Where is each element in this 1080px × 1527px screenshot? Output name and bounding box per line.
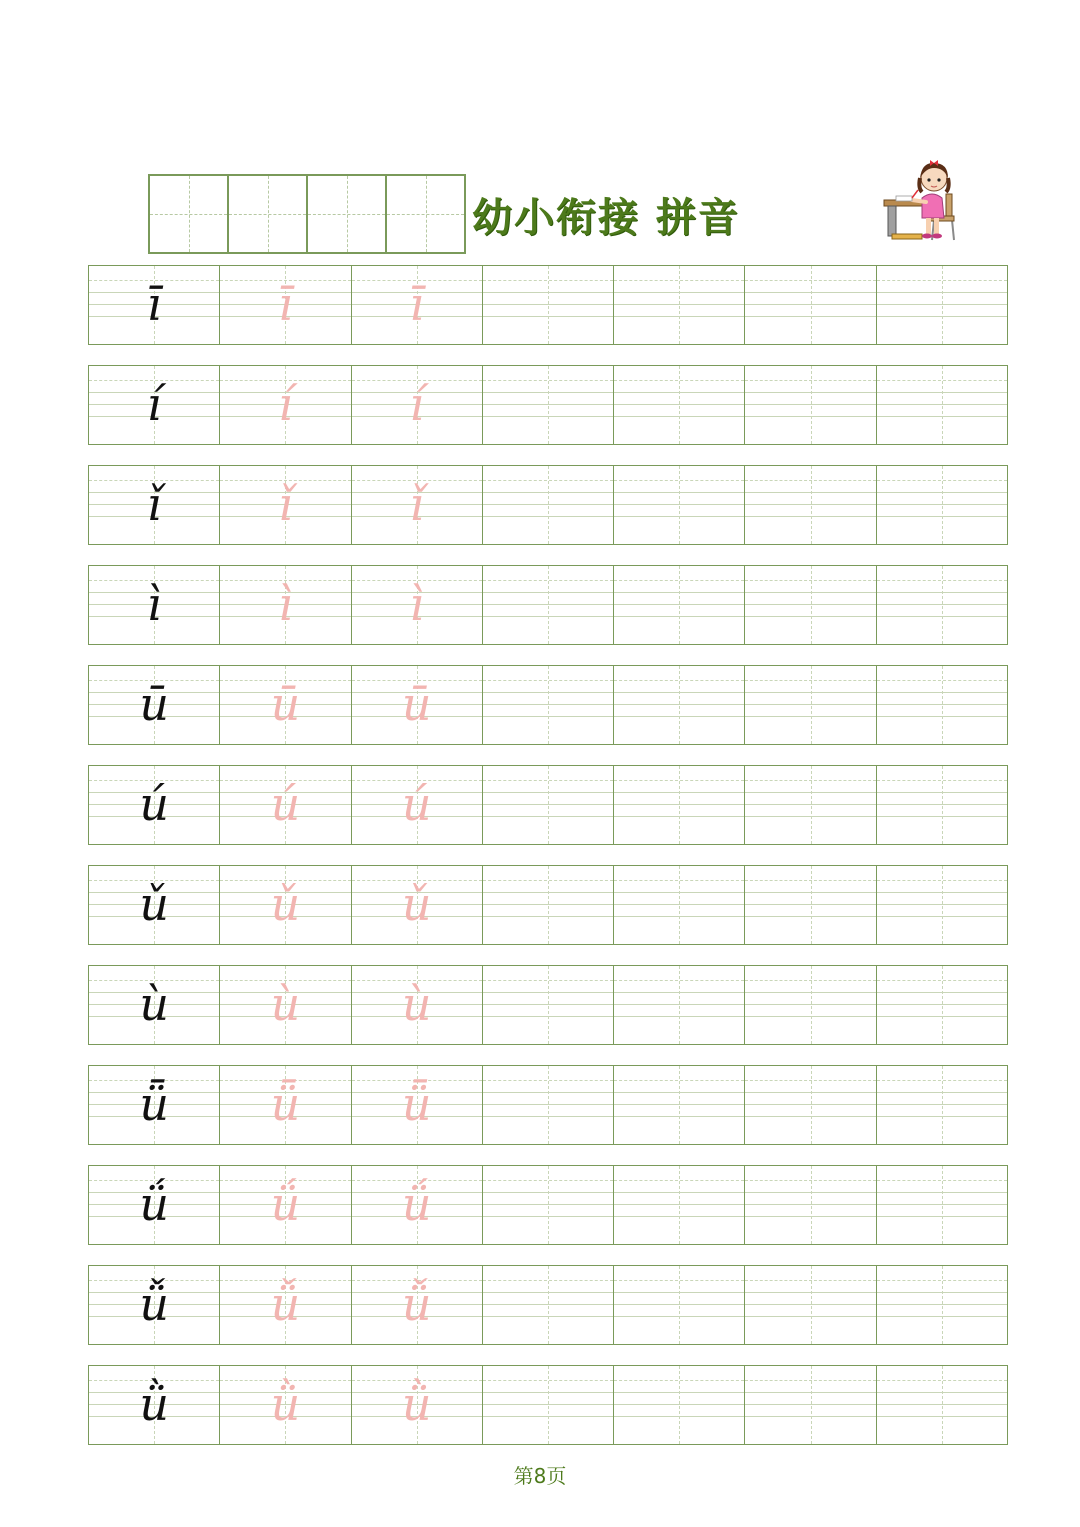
model-cell xyxy=(89,966,220,1044)
model-letter: ū xyxy=(139,677,169,731)
trace-cell[interactable] xyxy=(220,566,351,644)
trace-cell[interactable] xyxy=(352,966,483,1044)
practice-row xyxy=(88,765,1008,845)
practice-row xyxy=(88,965,1008,1045)
blank-write-cell[interactable] xyxy=(877,466,1007,544)
blank-write-cell[interactable] xyxy=(483,866,614,944)
model-letter: ǘ xyxy=(139,1177,169,1231)
model-letter: ī xyxy=(146,277,162,331)
page-number: 第8页 xyxy=(513,1464,567,1488)
practice-row xyxy=(88,1065,1008,1145)
blank-write-cell[interactable] xyxy=(745,666,876,744)
blank-write-cell[interactable] xyxy=(745,866,876,944)
model-cell xyxy=(89,866,220,944)
trace-letter: ǐ xyxy=(278,477,293,531)
blank-write-cell[interactable] xyxy=(483,1266,614,1344)
student-at-desk-illustration xyxy=(882,154,970,242)
blank-write-cell[interactable] xyxy=(745,1366,876,1444)
blank-write-cell[interactable] xyxy=(614,566,745,644)
blank-write-cell[interactable] xyxy=(877,566,1007,644)
trace-cell[interactable] xyxy=(352,566,483,644)
blank-write-cell[interactable] xyxy=(745,466,876,544)
model-cell xyxy=(89,1066,220,1144)
trace-letter: ú xyxy=(401,777,432,831)
practice-row xyxy=(88,865,1008,945)
name-cell[interactable] xyxy=(150,176,229,252)
trace-cell[interactable] xyxy=(220,666,351,744)
model-letter: ǐ xyxy=(146,477,162,531)
model-cell xyxy=(89,366,220,444)
blank-write-cell[interactable] xyxy=(745,1266,876,1344)
model-letter: ù xyxy=(139,977,169,1031)
trace-cell[interactable] xyxy=(352,866,483,944)
blank-write-cell[interactable] xyxy=(745,266,876,344)
blank-write-cell[interactable] xyxy=(877,666,1007,744)
pinyin-practice-sheet xyxy=(88,265,1008,1445)
blank-write-cell[interactable] xyxy=(483,966,614,1044)
practice-row xyxy=(88,365,1008,445)
blank-write-cell[interactable] xyxy=(877,966,1007,1044)
blank-write-cell[interactable] xyxy=(483,366,614,444)
blank-write-cell[interactable] xyxy=(745,1066,876,1144)
blank-write-cell[interactable] xyxy=(877,266,1007,344)
trace-letter: ū xyxy=(401,677,432,731)
practice-row xyxy=(88,465,1008,545)
blank-write-cell[interactable] xyxy=(877,766,1007,844)
blank-write-cell[interactable] xyxy=(745,1166,876,1244)
trace-cell[interactable] xyxy=(220,966,351,1044)
blank-write-cell[interactable] xyxy=(877,1066,1007,1144)
blank-write-cell[interactable] xyxy=(877,866,1007,944)
trace-letter: ǔ xyxy=(401,877,432,931)
model-cell xyxy=(89,666,220,744)
blank-write-cell[interactable] xyxy=(745,366,876,444)
trace-cell[interactable] xyxy=(220,366,351,444)
blank-write-cell[interactable] xyxy=(483,666,614,744)
trace-letter: ǐ xyxy=(409,477,425,531)
model-letter: ǚ xyxy=(139,1277,169,1331)
model-cell xyxy=(89,766,220,844)
trace-cell[interactable] xyxy=(352,266,483,344)
trace-letter: ǚ xyxy=(270,1277,301,1331)
model-cell xyxy=(89,266,220,344)
trace-cell[interactable] xyxy=(220,1366,351,1444)
trace-cell[interactable] xyxy=(220,1066,351,1144)
trace-letter: ǜ xyxy=(270,1377,301,1431)
blank-write-cell[interactable] xyxy=(614,966,745,1044)
blank-write-cell[interactable] xyxy=(614,1366,745,1444)
trace-letter: ǔ xyxy=(270,877,301,931)
name-write-grid[interactable] xyxy=(148,174,466,254)
blank-write-cell[interactable] xyxy=(614,1166,745,1244)
trace-letter: ì xyxy=(409,577,425,631)
trace-cell[interactable] xyxy=(220,1266,351,1344)
blank-write-cell[interactable] xyxy=(745,766,876,844)
blank-write-cell[interactable] xyxy=(614,766,745,844)
practice-row xyxy=(88,1265,1008,1345)
trace-cell[interactable] xyxy=(352,766,483,844)
model-letter: ǜ xyxy=(139,1377,169,1431)
model-cell xyxy=(89,1266,220,1344)
trace-cell[interactable] xyxy=(352,366,483,444)
trace-letter: ù xyxy=(270,977,301,1031)
trace-letter: ǚ xyxy=(401,1277,432,1331)
trace-letter: ù xyxy=(401,977,432,1031)
model-cell xyxy=(89,1366,220,1444)
model-cell xyxy=(89,1166,220,1244)
blank-write-cell[interactable] xyxy=(877,366,1007,444)
trace-letter: ī xyxy=(409,277,425,331)
trace-cell[interactable] xyxy=(220,466,351,544)
blank-write-cell[interactable] xyxy=(614,866,745,944)
model-letter: ǔ xyxy=(139,877,169,931)
blank-write-cell[interactable] xyxy=(483,766,614,844)
trace-cell[interactable] xyxy=(352,466,483,544)
blank-write-cell[interactable] xyxy=(483,1366,614,1444)
model-letter: ǖ xyxy=(139,1077,169,1131)
trace-cell[interactable] xyxy=(220,866,351,944)
trace-letter: í xyxy=(278,377,293,431)
trace-cell[interactable] xyxy=(352,1066,483,1144)
blank-write-cell[interactable] xyxy=(877,1366,1007,1444)
trace-cell[interactable] xyxy=(352,1266,483,1344)
model-letter: í xyxy=(146,377,162,431)
name-cell[interactable] xyxy=(308,176,387,252)
trace-letter: ǜ xyxy=(401,1377,432,1431)
blank-write-cell[interactable] xyxy=(483,1166,614,1244)
blank-write-cell[interactable] xyxy=(483,266,614,344)
model-cell xyxy=(89,466,220,544)
trace-cell[interactable] xyxy=(352,666,483,744)
blank-write-cell[interactable] xyxy=(614,266,745,344)
model-cell xyxy=(89,566,220,644)
practice-row xyxy=(88,665,1008,745)
blank-write-cell[interactable] xyxy=(483,1066,614,1144)
blank-write-cell[interactable] xyxy=(745,966,876,1044)
blank-write-cell[interactable] xyxy=(614,1066,745,1144)
trace-letter: ǖ xyxy=(270,1077,301,1131)
blank-write-cell[interactable] xyxy=(877,1266,1007,1344)
trace-cell[interactable] xyxy=(220,266,351,344)
practice-row xyxy=(88,565,1008,645)
blank-write-cell[interactable] xyxy=(614,1266,745,1344)
trace-cell[interactable] xyxy=(352,1366,483,1444)
practice-row xyxy=(88,1165,1008,1245)
trace-letter: ū xyxy=(270,677,301,731)
practice-row xyxy=(88,265,1008,345)
blank-write-cell[interactable] xyxy=(614,666,745,744)
blank-write-cell[interactable] xyxy=(483,466,614,544)
trace-letter: ǘ xyxy=(401,1177,432,1231)
trace-cell[interactable] xyxy=(220,766,351,844)
model-letter: ú xyxy=(139,777,169,831)
practice-row xyxy=(88,1365,1008,1445)
name-cell[interactable] xyxy=(387,176,464,252)
trace-cell[interactable] xyxy=(220,1166,351,1244)
blank-write-cell[interactable] xyxy=(614,366,745,444)
trace-letter: ú xyxy=(270,777,301,831)
trace-letter: í xyxy=(409,377,425,431)
trace-letter: ì xyxy=(278,577,293,631)
blank-write-cell[interactable] xyxy=(614,466,745,544)
trace-letter: ī xyxy=(278,277,293,331)
page-title: 幼小衔接 拼音 xyxy=(472,194,740,241)
blank-write-cell[interactable] xyxy=(877,1166,1007,1244)
trace-letter: ǘ xyxy=(270,1177,301,1231)
model-letter: ì xyxy=(146,577,162,631)
name-cell[interactable] xyxy=(229,176,308,252)
blank-write-cell[interactable] xyxy=(483,566,614,644)
blank-write-cell[interactable] xyxy=(745,566,876,644)
trace-letter: ǖ xyxy=(401,1077,432,1131)
trace-cell[interactable] xyxy=(352,1166,483,1244)
